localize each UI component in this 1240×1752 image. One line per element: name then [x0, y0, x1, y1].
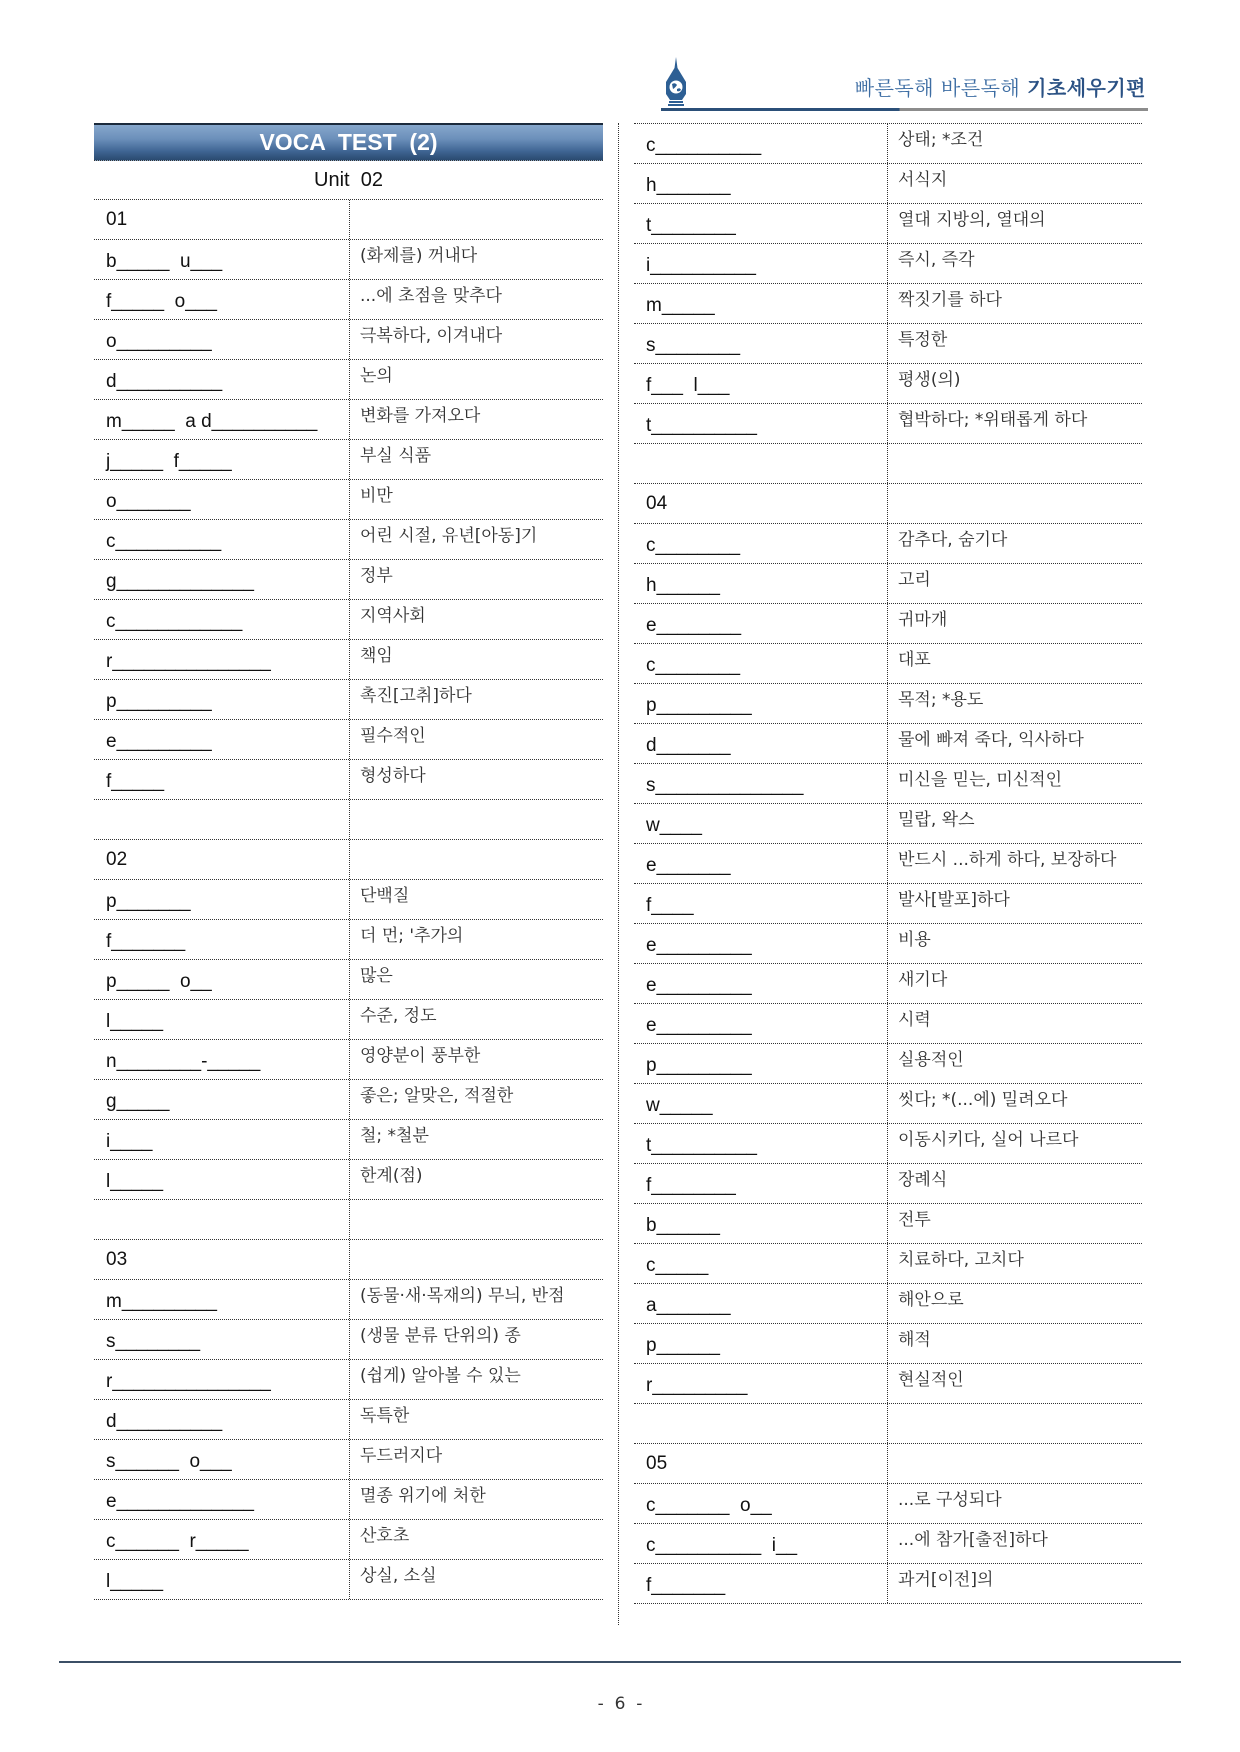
word-blank: c_____: [634, 1244, 888, 1283]
korean-meaning: 장례식: [898, 1170, 948, 1190]
word-blank: l_____: [94, 1000, 350, 1039]
word-blank: s________: [94, 1320, 350, 1359]
korean-meaning: 책임: [360, 646, 393, 666]
korean-meaning: 미신을 믿는, 미신적인: [898, 770, 1063, 790]
korean-meaning: (생물 분류 단위의) 종: [360, 1326, 521, 1346]
korean-meaning: ...에 초점을 맞추다: [360, 286, 502, 306]
section-number-row: [94, 1240, 603, 1280]
korean-meaning: 산호초: [360, 1526, 410, 1546]
blank-row: [634, 444, 1142, 484]
word-blank: l_____: [94, 1560, 350, 1599]
vocab-row: [634, 1484, 1142, 1524]
korean-meaning: 전투: [898, 1210, 931, 1230]
blank-row: [94, 800, 603, 840]
word-blank: g_____________: [94, 560, 350, 599]
vocab-row: [94, 1520, 603, 1560]
running-header-title: [760, 72, 1146, 101]
korean-meaning: 열대 지방의, 열대의: [898, 210, 1046, 230]
vocab-row: [94, 720, 603, 760]
vocab-row: [634, 1164, 1142, 1204]
vocab-row: [634, 364, 1142, 404]
vocab-row: [634, 964, 1142, 1004]
word-blank: o_______: [94, 480, 350, 519]
korean-meaning: 서식지: [898, 170, 948, 190]
word-blank: a_______: [634, 1284, 888, 1323]
korean-meaning: [350, 1200, 603, 1239]
right-rows: [634, 124, 1142, 1604]
korean-meaning: 비용: [898, 930, 931, 950]
word-blank: t________: [634, 204, 888, 243]
word-blank: f_____ o___: [94, 280, 350, 319]
word-blank: s______________: [634, 764, 888, 803]
vocab-row: [94, 520, 603, 560]
korean-meaning: 영양분이 풍부한: [360, 1046, 481, 1066]
vocab-row: [634, 924, 1142, 964]
korean-meaning: 더 먼; '추가의: [360, 926, 464, 946]
word-blank: w_____: [634, 1084, 888, 1123]
volume-title: 기초세우기편: [1027, 76, 1146, 100]
section-number-row: [634, 1444, 1142, 1484]
vocab-row: [634, 564, 1142, 604]
word-blank: [94, 1200, 350, 1239]
korean-meaning: 변화를 가져오다: [360, 406, 481, 426]
vocab-row: [634, 764, 1142, 804]
vocab-row: [94, 920, 603, 960]
korean-meaning: [888, 1404, 1142, 1443]
word-blank: f_______: [94, 920, 350, 959]
korean-meaning: [350, 840, 603, 879]
word-blank: w____: [634, 804, 888, 843]
word-blank: m_________: [94, 1280, 350, 1319]
korean-meaning: 새기다: [898, 970, 948, 990]
word-blank: c________: [634, 524, 888, 563]
korean-meaning: 많은: [360, 966, 393, 986]
korean-meaning: [350, 800, 603, 839]
vocab-row: [634, 1524, 1142, 1564]
vocab-row: [634, 1244, 1142, 1284]
korean-meaning: 수준, 정도: [360, 1006, 437, 1026]
korean-meaning: 씻다; *(...에) 밀려오다: [898, 1090, 1068, 1110]
korean-meaning: 해안으로: [898, 1290, 964, 1310]
word-blank: p_________: [94, 680, 350, 719]
korean-meaning: 단백질: [360, 886, 410, 906]
vocab-row: [634, 644, 1142, 684]
vocab-row: [94, 640, 603, 680]
korean-meaning: 촉진[고취]하다: [360, 686, 472, 706]
vocab-row: [634, 604, 1142, 644]
korean-meaning: [350, 1240, 603, 1279]
korean-meaning: 정부: [360, 566, 393, 586]
word-blank: c__________ i__: [634, 1524, 888, 1563]
word-blank: p_______: [94, 880, 350, 919]
korean-meaning: 비만: [360, 486, 393, 506]
column-divider: [618, 123, 619, 1625]
vocab-row: [94, 560, 603, 600]
header-rule: [661, 108, 1148, 111]
vocab-row: [94, 1080, 603, 1120]
section-number: 02: [94, 840, 350, 879]
vocab-row: [634, 404, 1142, 444]
vocab-row: [94, 680, 603, 720]
vocab-row: [634, 1324, 1142, 1364]
word-blank: b______: [634, 1204, 888, 1243]
word-blank: r_________: [634, 1364, 888, 1403]
section-number: 01: [94, 200, 350, 239]
korean-meaning: 철; *철분: [360, 1126, 429, 1146]
word-blank: p______: [634, 1324, 888, 1363]
korean-meaning: 짝짓기를 하다: [898, 290, 1002, 310]
word-blank: n________-_____: [94, 1040, 350, 1079]
section-number-row: [94, 200, 603, 240]
word-blank: [634, 444, 888, 483]
word-blank: l_____: [94, 1160, 350, 1199]
korean-meaning: 실용적인: [898, 1050, 964, 1070]
korean-meaning: 독특한: [360, 1406, 410, 1426]
vocab-row: [94, 320, 603, 360]
vocab-row: [634, 1364, 1142, 1404]
vocab-table-left: [94, 123, 603, 1600]
word-blank: r_______________: [94, 640, 350, 679]
word-blank: c____________: [94, 600, 350, 639]
vocab-row: [634, 1044, 1142, 1084]
korean-meaning: 과거[이전]의: [898, 1570, 994, 1590]
vocab-row: [94, 1400, 603, 1440]
vocab-row: [94, 1160, 603, 1200]
section-number: 04: [634, 484, 888, 523]
vocab-row: [94, 280, 603, 320]
korean-meaning: ...에 참가[출전]하다: [898, 1530, 1048, 1550]
vocab-row: [94, 1040, 603, 1080]
word-blank: d_______: [634, 724, 888, 763]
korean-meaning: 특정한: [898, 330, 948, 350]
korean-meaning: 발사[발포]하다: [898, 890, 1010, 910]
vocab-row: [634, 724, 1142, 764]
pen-nib-globe-logo-icon: [662, 56, 690, 110]
vocab-row: [94, 1120, 603, 1160]
word-blank: m_____: [634, 284, 888, 323]
word-blank: f________: [634, 1164, 888, 1203]
korean-meaning: (화제를) 꺼내다: [360, 246, 478, 266]
vocab-row: [634, 844, 1142, 884]
section-number-row: [634, 484, 1142, 524]
vocab-row: [94, 440, 603, 480]
korean-meaning: 해적: [898, 1330, 931, 1350]
vocab-table-right: [634, 123, 1142, 1604]
korean-meaning: 감추다, 숨기다: [898, 530, 1008, 550]
korean-meaning: 현실적인: [898, 1370, 964, 1390]
word-blank: m_____ a d__________: [94, 400, 350, 439]
korean-meaning: 형성하다: [360, 766, 426, 786]
vocab-row: [634, 1124, 1142, 1164]
word-blank: h_______: [634, 164, 888, 203]
vocab-row: [634, 1204, 1142, 1244]
word-blank: p_________: [634, 1044, 888, 1083]
vocab-row: [634, 1564, 1142, 1604]
korean-meaning: 필수적인: [360, 726, 426, 746]
word-blank: f_____: [94, 760, 350, 799]
word-blank: e________: [634, 604, 888, 643]
korean-meaning: [888, 484, 1142, 523]
vocab-row: [94, 1560, 603, 1600]
korean-meaning: 이동시키다, 실어 나르다: [898, 1130, 1079, 1150]
korean-meaning: [888, 444, 1142, 483]
word-blank: d__________: [94, 1400, 350, 1439]
vocab-row: [94, 480, 603, 520]
word-blank: e_________: [634, 924, 888, 963]
vocab-row: [634, 1084, 1142, 1124]
word-blank: t__________: [634, 1124, 888, 1163]
korean-meaning: 멸종 위기에 처한: [360, 1486, 486, 1506]
korean-meaning: 치료하다, 고치다: [898, 1250, 1024, 1270]
korean-meaning: 밀랍, 왁스: [898, 810, 975, 830]
vocab-row: [634, 324, 1142, 364]
left-rows: [94, 200, 603, 1600]
word-blank: s______ o___: [94, 1440, 350, 1479]
word-blank: d__________: [94, 360, 350, 399]
vocab-row: [94, 360, 603, 400]
section-number-row: [94, 840, 603, 880]
vocab-row: [634, 124, 1142, 164]
word-blank: f___ l___: [634, 364, 888, 403]
vocab-row: [634, 884, 1142, 924]
unit-label: Unit 02: [94, 161, 603, 200]
korean-meaning: [350, 200, 603, 239]
korean-meaning: 목적; *용도: [898, 690, 984, 710]
word-blank: f____: [634, 884, 888, 923]
word-blank: f_______: [634, 1564, 888, 1603]
vocab-row: [94, 1000, 603, 1040]
korean-meaning: 상태; *조건: [898, 130, 984, 150]
section-number: 05: [634, 1444, 888, 1483]
vocab-row: [94, 600, 603, 640]
word-blank: i____: [94, 1120, 350, 1159]
word-blank: c__________: [94, 520, 350, 559]
vocab-row: [94, 880, 603, 920]
word-blank: j_____ f_____: [94, 440, 350, 479]
vocab-row: [634, 204, 1142, 244]
korean-meaning: 지역사회: [360, 606, 426, 626]
vocab-row: [634, 164, 1142, 204]
korean-meaning: 시력: [898, 1010, 931, 1030]
word-blank: o_________: [94, 320, 350, 359]
vocab-row: [634, 1004, 1142, 1044]
vocab-row: [94, 1360, 603, 1400]
word-blank: s________: [634, 324, 888, 363]
korean-meaning: 부실 식품: [360, 446, 432, 466]
blank-row: [634, 1404, 1142, 1444]
vocab-row: [94, 760, 603, 800]
korean-meaning: 좋은; 알맞은, 적절한: [360, 1086, 514, 1106]
word-blank: h______: [634, 564, 888, 603]
korean-meaning: (쉽게) 알아볼 수 있는: [360, 1366, 521, 1386]
word-blank: e_________: [634, 964, 888, 1003]
word-blank: g_____: [94, 1080, 350, 1119]
word-blank: e_______: [634, 844, 888, 883]
word-blank: [634, 1404, 888, 1443]
korean-meaning: 고리: [898, 570, 931, 590]
vocab-row: [634, 804, 1142, 844]
word-blank: c________: [634, 644, 888, 683]
word-blank: c_______ o__: [634, 1484, 888, 1523]
vocab-row: [94, 960, 603, 1000]
korean-meaning: 즉시, 즉각: [898, 250, 975, 270]
korean-meaning: 상실, 소실: [360, 1566, 437, 1586]
vocab-row: [94, 1280, 603, 1320]
blank-row: [94, 1200, 603, 1240]
korean-meaning: 대포: [898, 650, 931, 670]
word-blank: [94, 800, 350, 839]
vocab-row: [94, 240, 603, 280]
korean-meaning: 극복하다, 이겨내다: [360, 326, 503, 346]
vocab-row: [634, 1284, 1142, 1324]
korean-meaning: 어린 시절, 유년[아동]기: [360, 526, 538, 546]
footer-rule: [59, 1661, 1181, 1663]
voca-test-title: VOCA TEST (2): [94, 123, 603, 161]
word-blank: e_________: [94, 720, 350, 759]
word-blank: r_______________: [94, 1360, 350, 1399]
vocab-row: [634, 684, 1142, 724]
page-number: - 6 -: [597, 1694, 643, 1714]
korean-meaning: (동물·새·목재의) 무늬, 반점: [360, 1286, 565, 1306]
vocab-row: [94, 400, 603, 440]
series-title: 빠른독해 바른독해: [854, 76, 1028, 100]
korean-meaning: 한계(점): [360, 1166, 423, 1186]
korean-meaning: [888, 1444, 1142, 1483]
vocab-row: [634, 244, 1142, 284]
korean-meaning: 협박하다; *위태롭게 하다: [898, 410, 1088, 430]
word-blank: p_________: [634, 684, 888, 723]
korean-meaning: 평생(의): [898, 370, 961, 390]
word-blank: e_____________: [94, 1480, 350, 1519]
vocab-row: [634, 284, 1142, 324]
vocab-row: [94, 1440, 603, 1480]
korean-meaning: 두드러지다: [360, 1446, 443, 1466]
word-blank: i__________: [634, 244, 888, 283]
section-number: 03: [94, 1240, 350, 1279]
vocab-row: [94, 1480, 603, 1520]
korean-meaning: 논의: [360, 366, 393, 386]
word-blank: b_____ u___: [94, 240, 350, 279]
korean-meaning: 귀마개: [898, 610, 948, 630]
korean-meaning: ...로 구성되다: [898, 1490, 1002, 1510]
word-blank: p_____ o__: [94, 960, 350, 999]
vocab-row: [94, 1320, 603, 1360]
vocab-row: [634, 524, 1142, 564]
word-blank: t__________: [634, 404, 888, 443]
word-blank: c______ r_____: [94, 1520, 350, 1559]
word-blank: c__________: [634, 124, 888, 163]
korean-meaning: 물에 빠져 죽다, 익사하다: [898, 730, 1084, 750]
korean-meaning: 반드시 ...하게 하다, 보장하다: [898, 850, 1117, 870]
word-blank: e_________: [634, 1004, 888, 1043]
